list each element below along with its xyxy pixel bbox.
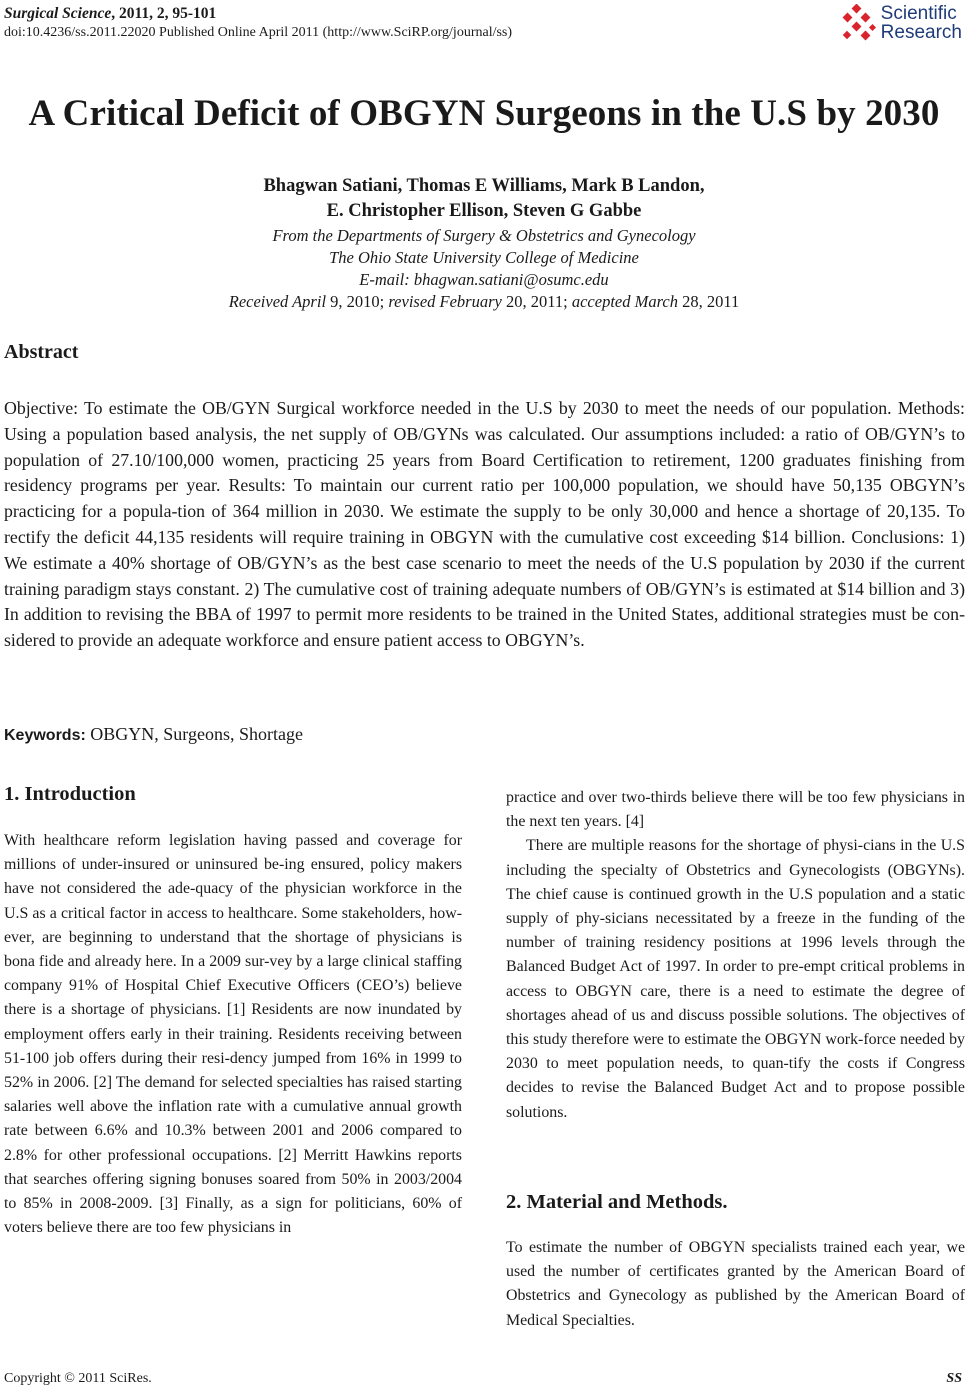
- abstract-heading: Abstract: [4, 341, 79, 363]
- publisher-logo[interactable]: [837, 4, 962, 42]
- abstract-text: Objective: To estimate the OB/GYN Surgical workforce needed in the U.S by 2030 to meet the needs of our population. Methods: Using a population based analysis, the net supply of OB/GYNs was calculated. Our assumptions included: a ratio of OB/GYN’s to population of 27.10/100,000 women, practicing 25 years from Board Certification to retirement, 1200 graduates finishing from residency programs per year. Results: To maintain our current ratio per 100,000 population, we should have 50,135 OBGYN’s practicing for a popula-tion of 364 million in 2030. We estimate the supply to be only 30,000 and hence a shortage of 20,135. To rectify the deficit 44,135 residents will require training in OBGYN with the cumulative cost exceeding $14 billion. Conclusions: 1) We estimate a 40% shortage of OB/GYN’s as the best case scenario to meet the needs of the U.S population by 2030 if the current training paradigm stays constant. 2) The cumulative cost of training adequate numbers of OB/GYN’s is estimated at $14 billion and 3) In addition to revising the BBA of 1997 to permit more residents to be trained in the United States, additional strategies must be con-sidered to provide an adequate workforce and ensure patient access to OBGYN’s.: [4, 398, 965, 651]
- received-label: Received April: [228, 292, 327, 311]
- intro-paragraph-1-continued: practice and over two-thirds believe there will be too few physicians in the next ten years. [4]: [506, 789, 965, 831]
- affiliation-line-2: The Ohio State University College of Medicine: [329, 248, 639, 267]
- paper-title: A Critical Deficit of OBGYN Surgeons in the U.S by 2030: [28, 93, 940, 134]
- affiliation: [0, 225, 968, 291]
- scirp-logo-icon: [837, 4, 877, 42]
- keywords-label: Keywords:: [4, 727, 86, 744]
- accepted-date: 28, 2011: [677, 292, 740, 311]
- email-label: E-mail: [359, 270, 405, 289]
- email-address[interactable]: : bhagwan.satiani@osumc.edu: [404, 270, 609, 289]
- revised-date: 20, 2011;: [501, 292, 572, 311]
- journal-abbreviation: SS: [946, 1371, 962, 1386]
- author-list: [0, 174, 968, 224]
- submission-dates: [0, 292, 968, 312]
- intro-paragraph-2: There are multiple reasons for the shortage of physi-cians in the U.S including the specialty of Obstetrics and Gynecologists (OBGYNs). The chief cause is continued growth in the U.S population and a static supply of phy-sicians necessitated by a freeze in the funding of the number of training residency positions at 1996 levels through the Balanced Budget Act of 1997. In order to pre-empt critical problems in access to OBGYN care, there is a need to estimate the degree of shortages ahead of us and discuss possible solutions. The objectives of this study therefore were to estimate the OBGYN work-force needed by 2030 to meet population needs, to quan-tify the costs if Congress decides to revise the Balanced Budget Act and to propose possible solutions.: [506, 837, 965, 1121]
- revised-label: revised February: [388, 292, 502, 311]
- journal-header: [4, 4, 512, 42]
- logo-line-2: Research: [880, 22, 962, 43]
- authors-line-2: E. Christopher Ellison, Steven G Gabbe: [326, 201, 642, 221]
- left-column: [4, 829, 462, 1240]
- journal-meta: , 2011, 2, 95-101: [111, 5, 217, 22]
- doi-line: doi:10.4236/ss.2011.22020 Published Online April 2011 (http://www.SciRP.org/journal/ss): [4, 25, 513, 40]
- keywords-text: OBGYN, Surgeons, Shortage: [85, 724, 303, 744]
- methods-paragraph-1: To estimate the number of OBGYN specialists trained each year, we used the number of certificates granted by the American Board of Obstetrics and Gynecology as published by the American Board of Medical Specialties.: [506, 1239, 965, 1329]
- keywords: [4, 724, 303, 745]
- accepted-label: accepted March: [571, 292, 678, 311]
- section-heading-methods: 2. Material and Methods.: [506, 1191, 728, 1213]
- copyright-notice: Copyright © 2011 SciRes.: [4, 1371, 152, 1386]
- intro-paragraph-1: With healthcare reform legislation having passed and coverage for millions of under-insured or uninsured be-ing ensured, policy makers have not considered the ade-quacy of the physician workforce in the U.S as a critical factor in access to healthcare. Some stakeholders, how-ever, are beginning to understand that the shortage of physicians is bona fide and already here. In a 2009 sur-vey by a large clinical staffing company 91% of Hospital Chief Executive Officers (CEO’s) believe there is a shortage of physicians. [1] Residents are now inundated by employment offers early in their training. Residents receiving between 51-100 job offers during their resi-dency jumped from 16% in 1999 to 52% in 2006. [2] The demand for selected specialties has raised starting salaries well above the inflation rate with a cumulative annual growth rate between 6.6% and 10.3% between 2001 and 2006 compared to 2.8% for other professional occupations. [2] Merritt Hawkins reports that searches offering signing bonuses soared from 50% in 2003/2004 to 85% in 2008-2009. [3] Finally, as a sign for politicians, 60% of voters believe there are too few physicians in: [4, 832, 462, 1237]
- received-date: 9, 2010;: [326, 292, 389, 311]
- email-line[interactable]: [0, 269, 968, 291]
- section-heading-introduction: 1. Introduction: [4, 783, 136, 805]
- journal-citation: [4, 4, 512, 23]
- right-column: [506, 786, 965, 1125]
- journal-name: Surgical Science: [4, 5, 112, 22]
- methods-column: [506, 1236, 965, 1333]
- affiliation-line-1: From the Departments of Surgery & Obstetrics and Gynecology: [272, 226, 696, 245]
- logo-line-1: Scientific: [880, 3, 957, 24]
- logo-wordmark: [881, 4, 962, 42]
- authors-line-1: Bhagwan Satiani, Thomas E Williams, Mark B Landon,: [263, 176, 705, 196]
